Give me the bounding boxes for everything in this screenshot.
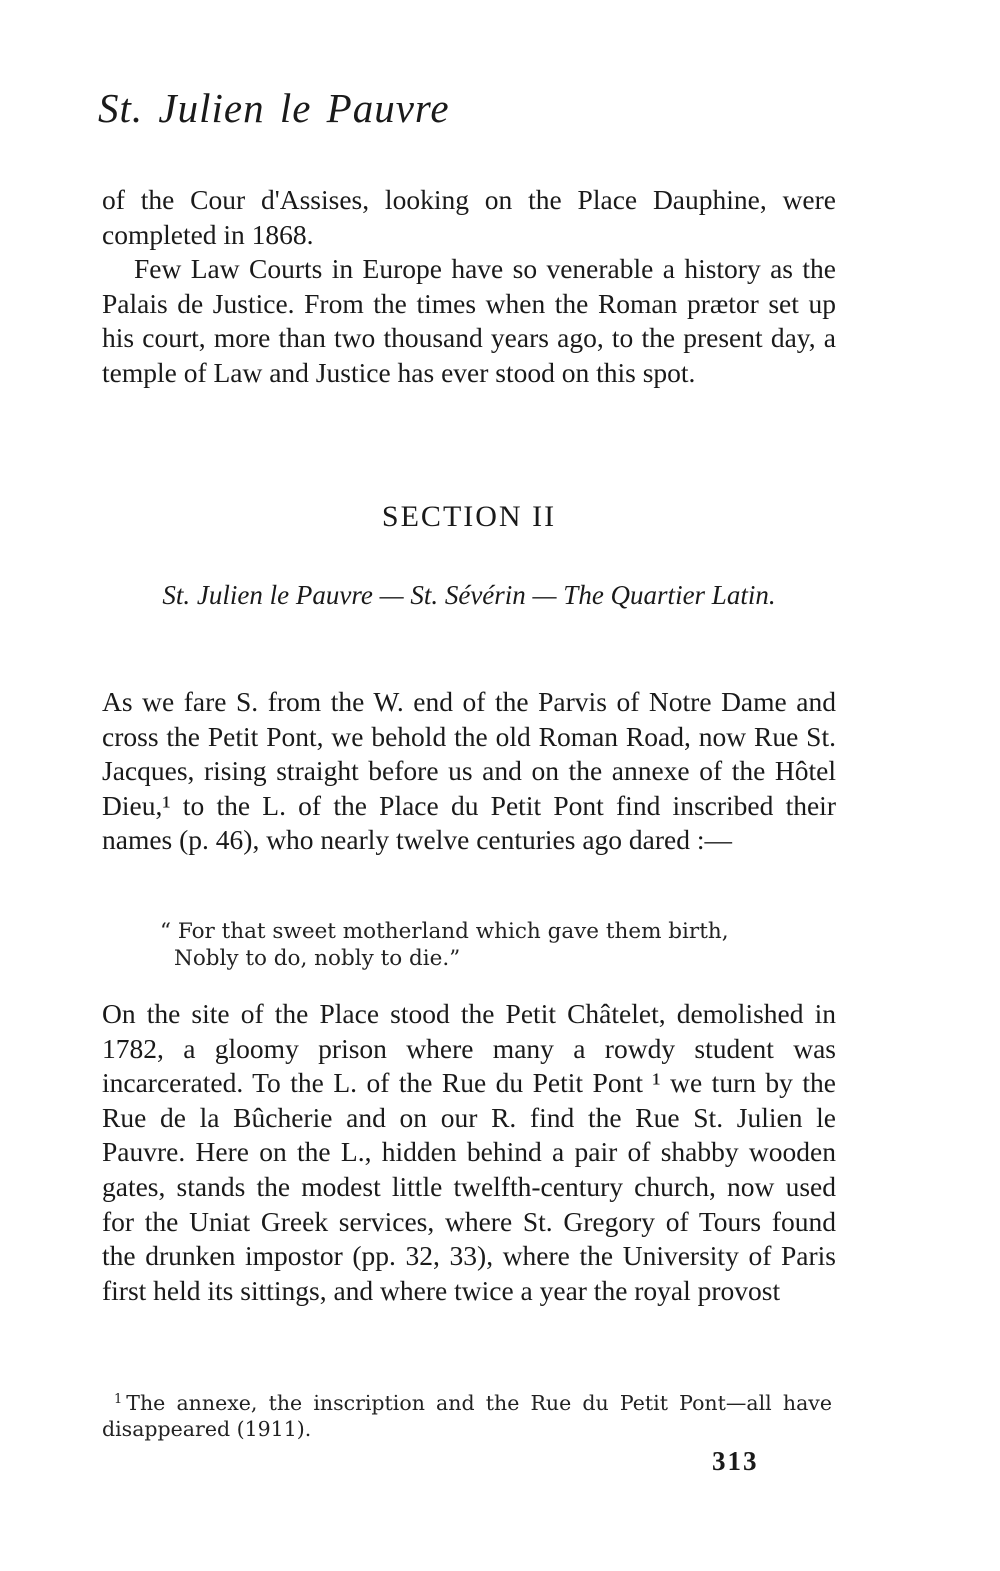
section-heading: SECTION II	[381, 500, 557, 533]
book-page	[98, 0, 836, 1571]
paragraph-3: On the site of the Place stood the Petit Châtelet, demolished in 1782, a gloomy prison where many a rowdy student was incarcerated. To the L. of the Rue du Petit Pont ¹ we turn by the Rue de la Bûcherie and on our R. find the Rue St. Julien le Pauvre. Here on the L., hidden behind a pair of shabby wooden gates, stands the modest little twelfth-century church, now used for the Uniat Greek services, where St. Gregory of Tours found the drunken impostor (pp. 32, 33), where the University of Paris first held its sittings, and where twice a year the royal provost	[102, 998, 836, 1306]
footnote-marker: 1	[114, 1392, 123, 1407]
verse-quote	[160, 918, 810, 972]
paragraph-1	[102, 183, 836, 391]
paragraph-1-continuation: of the Cour d'Assises, looking on the Place Dauphine, were completed in 1868.	[102, 184, 836, 250]
verse-line-2: Nobly to do, nobly to die.”	[174, 946, 461, 971]
section-subtitle: St. Julien le Pauvre — St. Sévérin — The Quartier Latin.	[162, 580, 776, 610]
running-head: St. Julien le Pauvre	[98, 85, 450, 131]
footnote	[102, 1387, 832, 1442]
verse-line-1: “ For that sweet motherland which gave them birth,	[160, 919, 729, 944]
paragraph-2: As we fare S. from the W. end of the Parvis of Notre Dame and cross the Petit Pont, we behold the old Roman Road, now Rue St. Jacques, rising straight before us and on the annexe of the Hôtel Dieu,¹ to the L. of the Place du Petit Pont find inscribed their names (p. 46), who nearly twelve centuries ago dared :—	[102, 686, 836, 856]
page-number: 313	[712, 1446, 759, 1476]
paragraph-1-text: Few Law Courts in Europe have so venerable a history as the Palais de Justice. From the times when the Roman prætor set up his court, more than two thousand years ago, to the present day, a temple of Law and Justice has ever stood on this spot.	[102, 253, 836, 388]
footnote-text: The annexe, the inscription and the Rue du Petit Pont—all have disappeared (1911).	[102, 1391, 832, 1441]
